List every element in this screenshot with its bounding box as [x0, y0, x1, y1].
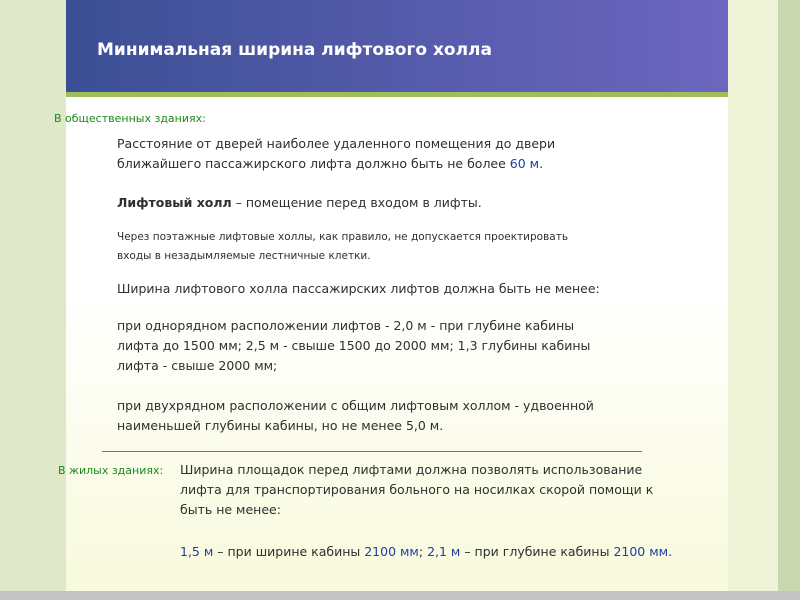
smoke-note-line-1: Через поэтажные лифтовые холлы, как правило, не допускается проектировать	[117, 231, 569, 243]
distance-line-2-end: .	[539, 156, 544, 171]
residential-requirement-paragraph	[180, 460, 653, 520]
slide-title: Минимальная ширина лифтового холла	[97, 40, 492, 60]
smoke-note-paragraph	[117, 228, 568, 266]
double-row-paragraph	[117, 396, 594, 436]
requirement-line-1: Ширина площадок перед лифтами должна позволять использование	[180, 462, 643, 477]
cabin-width-value: 2100 мм	[364, 544, 419, 559]
single-row-paragraph	[117, 316, 590, 376]
distance-line-1: Расстояние от дверей наиболее удаленного помещения до двери	[117, 136, 556, 151]
single-row-line-3: лифта - свыше 2000 мм;	[117, 358, 278, 373]
section-divider	[102, 451, 642, 452]
definition-term: Лифтовый холл	[117, 195, 232, 210]
distance-line-2: ближайшего пассажирского лифта должно быть не более	[117, 156, 510, 171]
width-intro: Ширина лифтового холла пассажирских лифтов должна быть не менее:	[117, 281, 600, 296]
double-row-line-2: наименьшей глубины кабины, но не менее 5,0 м.	[117, 418, 444, 433]
smoke-note-line-2: входы в незадымляемые лестничные клетки.	[117, 250, 371, 262]
cabin-depth-value: 2100 мм	[613, 544, 669, 559]
values-text-b: – при глубине кабины	[460, 544, 614, 559]
distance-paragraph	[117, 134, 555, 174]
values-text-a: – при ширине кабины	[213, 544, 365, 559]
residential-buildings-label: В жилых зданиях:	[58, 464, 164, 477]
residential-values-paragraph	[180, 542, 672, 562]
bottom-strip	[0, 591, 800, 600]
requirement-line-2: лифта для транспортирования больного на носилках скорой помощи к	[180, 482, 654, 497]
left-decor-band	[0, 0, 66, 600]
single-row-line-2: лифта до 1500 мм; 2,5 м - свыше 1500 до 2000 мм; 1,3 глубины кабины	[117, 338, 591, 353]
double-row-line-1: при двухрядном расположении с общим лифтовым холлом - удвоенной	[117, 398, 594, 413]
width-value-a: 1,5 м	[180, 544, 214, 559]
definition-rest: – помещение перед входом в лифты.	[231, 195, 482, 210]
requirement-line-3: быть не менее:	[180, 502, 281, 517]
width-value-b: 2,1 м	[427, 544, 461, 559]
public-buildings-label: В общественных зданиях:	[54, 112, 206, 125]
definition-paragraph	[117, 193, 482, 213]
distance-value: 60 м	[509, 156, 540, 171]
values-separator: ;	[418, 544, 428, 559]
right-decor-band	[728, 0, 800, 600]
single-row-line-1: при однорядном расположении лифтов - 2,0 м - при глубине кабины	[117, 318, 575, 333]
values-end: .	[668, 544, 673, 559]
